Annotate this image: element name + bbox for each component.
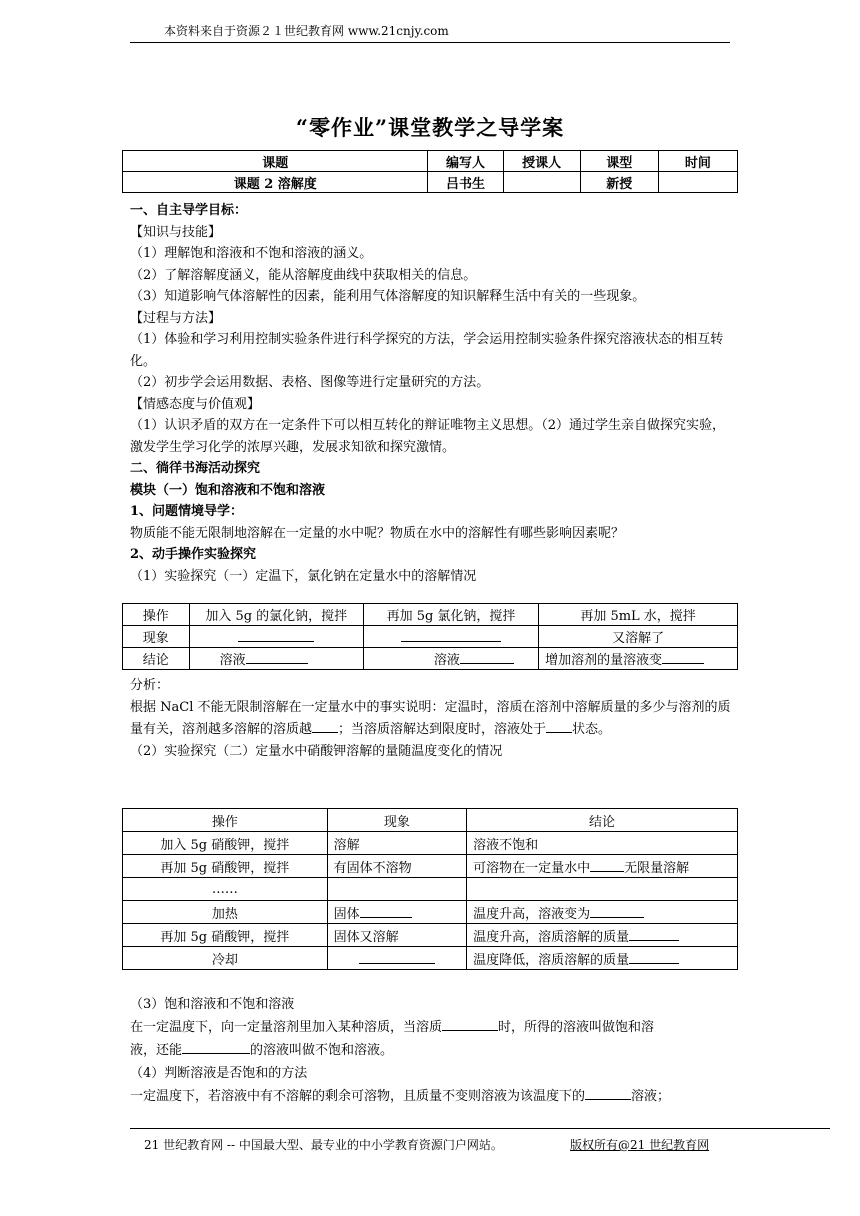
- table1-conc-1: [189, 648, 363, 670]
- table1-op-2: 再加 5g 氯化钠，搅拌: [363, 604, 538, 626]
- fill-blank: [546, 718, 572, 733]
- fill-blank: [590, 857, 624, 872]
- analysis-text: [130, 697, 735, 741]
- table1-label-phenomenon: 现象: [123, 626, 190, 648]
- info-table-header-row: [123, 151, 738, 172]
- table-row: [123, 832, 738, 855]
- definition-line-1: [130, 1016, 735, 1039]
- table1-label-conclusion: 结论: [123, 648, 190, 670]
- page-footer: [144, 1136, 710, 1153]
- judge-heading: （4）判断溶液是否饱和的方法: [130, 1066, 308, 1081]
- process-heading: 【过程与方法】: [130, 310, 222, 326]
- fill-blank: [590, 903, 644, 918]
- table1-label-operation: 操作: [123, 604, 190, 626]
- table2-cell-text: 温度升高，溶质溶解的质量: [473, 929, 630, 945]
- info-table: [122, 150, 738, 193]
- question-heading: 1、问题情境导学：: [130, 504, 244, 519]
- knowledge-item-1: （1）理解饱和溶液和不饱和溶液的涵义。: [130, 246, 373, 261]
- table1-conc-3: [539, 648, 738, 670]
- value-cell-time: [658, 172, 737, 193]
- table2-cell: 再加 5g 硝酸钾，搅拌: [123, 855, 328, 878]
- value-cell-topic: 课题 2 溶解度: [123, 172, 428, 193]
- knowledge-item-2: （2）了解溶解度涵义，能从溶解度曲线中获取相关的信息。: [130, 267, 477, 283]
- table2-header-conclusion: 结论: [467, 809, 738, 832]
- table2-cell: [327, 901, 466, 924]
- info-table-value-row: [123, 172, 738, 193]
- table2-cell-text: 无限量溶解: [624, 860, 690, 876]
- table2-cell: 溶解: [327, 832, 466, 855]
- process-item-1: （1）体验和学习利用控制实验条件进行科学探究的方法，学会运用控制实验条件探究溶液状态的相互转化。: [130, 332, 724, 369]
- definition-text: 在一定温度下，向一定量溶剂里加入某种溶质，当溶质: [130, 1020, 443, 1035]
- footer-divider: [130, 1128, 830, 1129]
- table-row: [123, 901, 738, 924]
- fill-blank: [401, 627, 501, 642]
- saturated-solution-section: [130, 993, 735, 1108]
- table-row: [123, 924, 738, 947]
- fill-blank: [629, 949, 679, 964]
- table2-cell: [467, 878, 738, 901]
- value-cell-teacher: [503, 172, 580, 193]
- section1-heading: 一、自主导学目标：: [130, 203, 248, 218]
- table2-cell: [467, 901, 738, 924]
- table2-header-row: [123, 809, 738, 832]
- experiment2-caption: （2）实验探究（二）定量水中硝酸钾溶解的量随温度变化的情况: [130, 743, 503, 759]
- table2-cell: 再加 5g 硝酸钾，搅拌: [123, 924, 328, 947]
- table1-op-3: 再加 5mL 水，搅拌: [539, 604, 738, 626]
- fill-blank: [442, 1016, 498, 1031]
- table2-cell-text: 温度升高，溶液变为: [473, 906, 591, 922]
- table2-cell: 加热: [123, 901, 328, 924]
- table2-cell: [327, 878, 466, 901]
- fill-blank: [312, 718, 338, 733]
- table2-cell: [467, 947, 738, 970]
- definition-text: 时，所得的溶液叫做饱和溶: [498, 1020, 655, 1035]
- table1-phen-3: 又溶解了: [539, 626, 738, 648]
- table1-row-conclusion: [123, 648, 738, 670]
- definition-text: 的溶液叫做不饱和溶液。: [250, 1043, 394, 1058]
- table1-conc-2-text: 溶液: [433, 653, 460, 668]
- table-row: [123, 947, 738, 970]
- nacl-experiment-table: [122, 603, 738, 670]
- analysis-text-part3: 状态。: [572, 722, 612, 737]
- section2-heading: 二、徜徉书海活动探究: [130, 461, 261, 476]
- table2-cell: ……: [123, 878, 328, 901]
- knowledge-heading: 【知识与技能】: [130, 224, 222, 240]
- header-cell-time: 时间: [658, 151, 737, 172]
- header-cell-topic: 课题: [123, 151, 428, 172]
- table1-row-phenomenon: [123, 626, 738, 648]
- table2-cell-text: 可溶物在一定量水中: [473, 860, 591, 876]
- question-text: 物质能不能无限制地溶解在一定量的水中呢？物质在水中的溶解性有哪些影响因素呢？: [130, 525, 625, 541]
- table2-cell: 加入 5g 硝酸钾，搅拌: [123, 832, 328, 855]
- table2-cell-text: 固体: [333, 906, 360, 922]
- table2-cell: 冷却: [123, 947, 328, 970]
- definition-text: 液，还能: [130, 1043, 183, 1058]
- table-row: [123, 878, 738, 901]
- fill-blank: [238, 627, 314, 642]
- analysis-text-part2: ；当溶质溶解达到限度时，溶液处于: [338, 722, 547, 737]
- header-cell-teacher: 授课人: [503, 151, 580, 172]
- judge-text-part1: 一定温度下，若溶液中有不溶解的剩余可溶物，且质量不变则溶液为该温度下的: [130, 1089, 586, 1104]
- table2-cell-text: 温度降低，溶质溶解的质量: [473, 952, 630, 968]
- fill-blank: [360, 903, 412, 918]
- table2-cell: [467, 855, 738, 878]
- header-cell-type: 课型: [580, 151, 658, 172]
- attitude-heading: 【情感态度与价值观】: [130, 396, 261, 412]
- fill-blank: [585, 1085, 631, 1100]
- table1-phen-2: [363, 626, 538, 648]
- section-objectives: [130, 200, 735, 587]
- footer-site-text: 21 世纪教育网 -- 中国最大型、最专业的中小学教育资源门户网站。: [144, 1138, 503, 1152]
- fill-blank: [246, 649, 308, 664]
- judge-text: [130, 1085, 735, 1108]
- table2-cell: 有固体不溶物: [327, 855, 466, 878]
- footer-copyright-link[interactable]: 版权所有@21 世纪教育网: [570, 1138, 710, 1152]
- table1-row-operation: [123, 604, 738, 626]
- page-title: “零作业”课堂教学之导学案: [295, 115, 565, 140]
- table1-conc-2: [363, 648, 538, 670]
- judge-text-part2: 溶液；: [631, 1089, 671, 1104]
- header-source-text: 本资料来自于资源２１世纪教育网 www.21cnjy.com: [164, 24, 449, 38]
- kno3-experiment-table: [122, 808, 738, 970]
- analysis-text-part1: 根据 NaCl 不能无限制溶解在一定量水中的事实说明：定温时，溶质在溶剂中溶解质量的多少与溶剂的质量有关，溶剂越多溶解的溶质越: [130, 699, 731, 737]
- knowledge-item-3: （3）知道影响气体溶解性的因素，能利用气体溶解度的知识解释生活中有关的一些现象。: [130, 289, 646, 304]
- fill-blank: [629, 926, 679, 941]
- definition-line-2: [130, 1039, 735, 1062]
- table1-conc-3-text: 增加溶剂的量溶液变: [545, 653, 663, 668]
- table2-cell: [467, 924, 738, 947]
- experiment1-caption: （1）实验探究（一）定温下，氯化钠在定量水中的溶解情况: [130, 568, 477, 584]
- value-cell-author: 吕书生: [428, 172, 503, 193]
- page-header: [130, 22, 730, 43]
- process-item-2: （2）初步学会运用数据、表格、图像等进行定量研究的方法。: [130, 375, 490, 390]
- module-heading: 模块（一）饱和溶液和不饱和溶液: [130, 482, 326, 498]
- value-cell-type: 新授: [580, 172, 658, 193]
- table2-header-phenomenon: 现象: [327, 809, 466, 832]
- header-cell-author: 编写人: [428, 151, 503, 172]
- fill-blank: [359, 949, 435, 964]
- fill-blank: [460, 649, 514, 664]
- fill-blank: [182, 1039, 250, 1054]
- table2-cell: 固体又溶解: [327, 924, 466, 947]
- table1-op-1: 加入 5g 的氯化钠，搅拌: [189, 604, 363, 626]
- table2-cell: [327, 947, 466, 970]
- attitude-text: （1）认识矛盾的双方在一定条件下可以相互转化的辩证唯物主义思想。（2）通过学生亲自做探究实验，激发学生学习化学的浓厚兴趣，发展求知欲和探究激情。: [130, 418, 726, 455]
- table1-conc-1-text: 溶液: [219, 653, 246, 668]
- analysis-label: 分析：: [130, 678, 170, 693]
- table-row: [123, 855, 738, 878]
- table2-header-operation: 操作: [123, 809, 328, 832]
- table2-cell: 溶液不饱和: [467, 832, 738, 855]
- analysis-block: [130, 675, 735, 762]
- table1-phen-1: [189, 626, 363, 648]
- fill-blank: [662, 649, 704, 664]
- experiment-heading: 2、动手操作实验探究: [130, 547, 257, 562]
- section3-heading: （3）饱和溶液和不饱和溶液: [130, 997, 295, 1012]
